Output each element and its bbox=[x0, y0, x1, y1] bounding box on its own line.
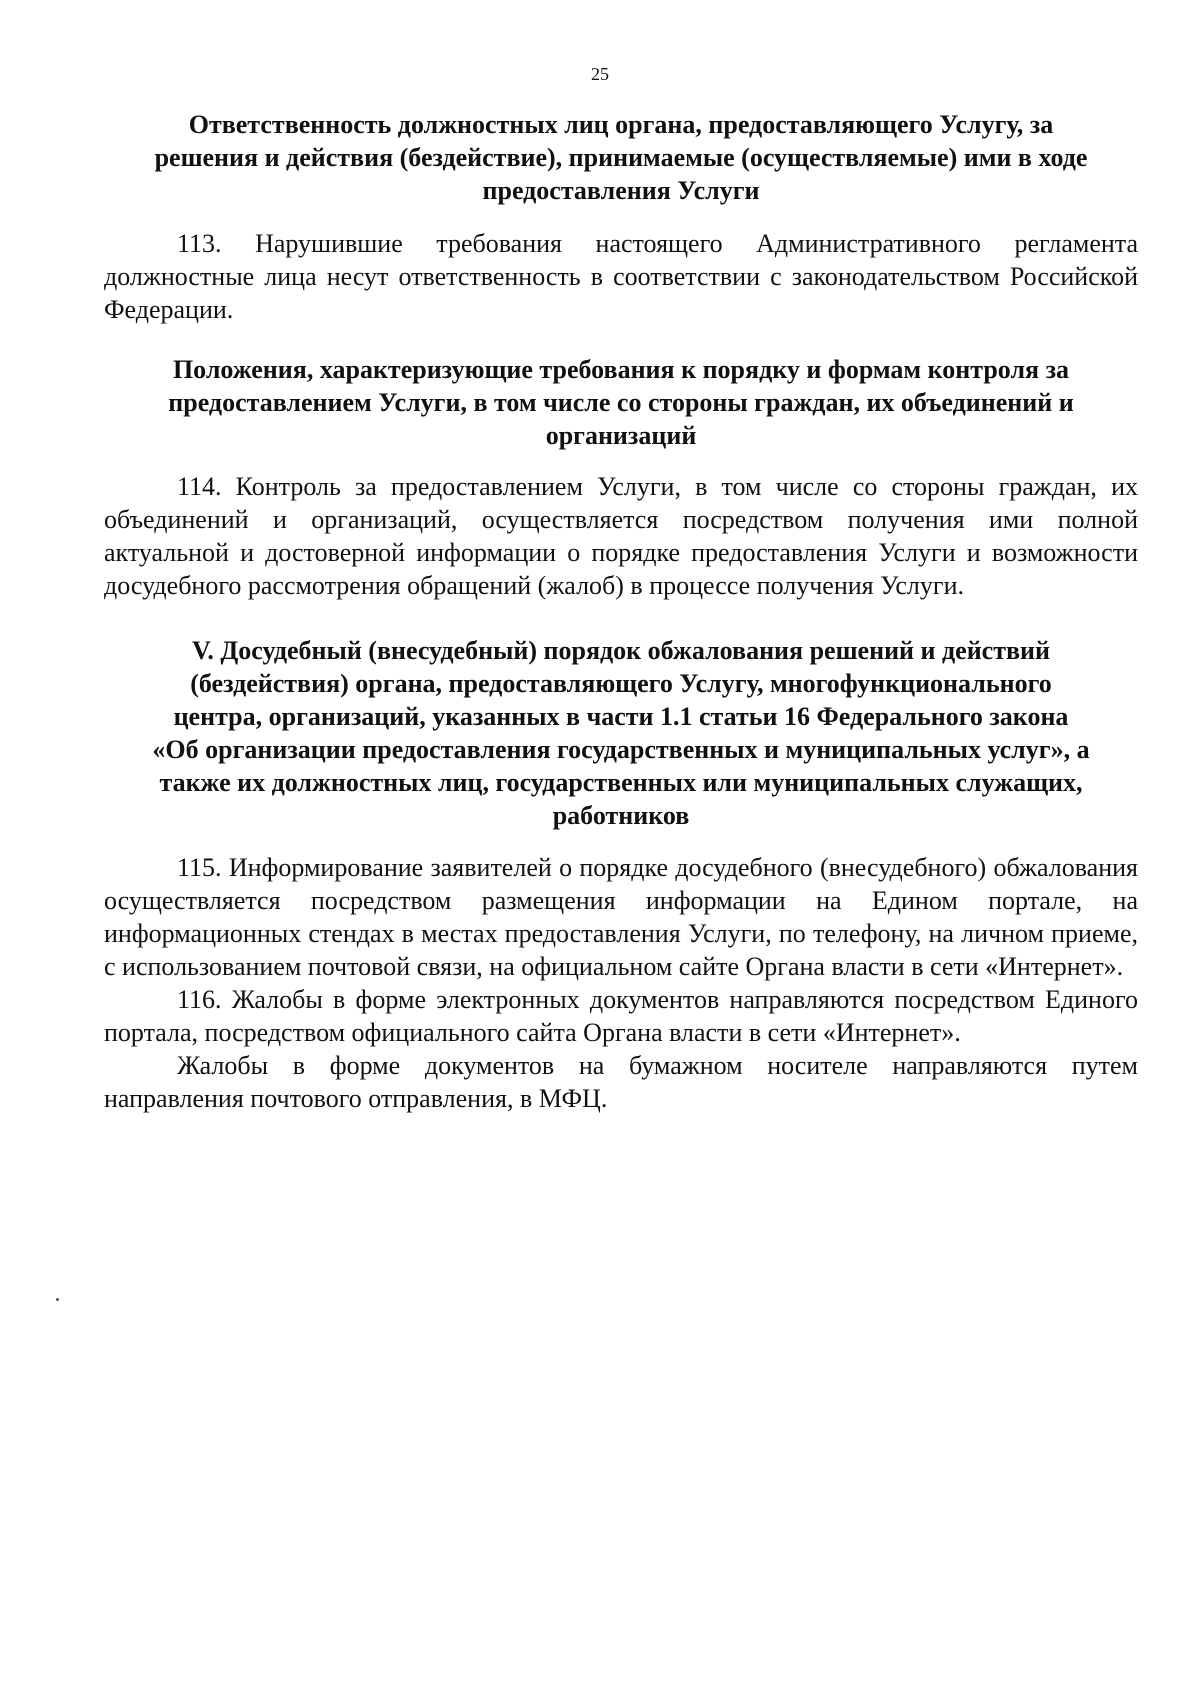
scan-speck bbox=[56, 1298, 59, 1301]
heading-line: Положения, характеризующие требования к порядку и формам контроля за bbox=[172, 355, 1070, 384]
paragraph-116: 116. Жалобы в форме электронных документов направляются посредством Единого портала, посредством официального сайта Органа власти в сети «Интернет». bbox=[104, 985, 1138, 1047]
heading-line: предоставлением Услуги, в том числе со стороны граждан, их объединений и bbox=[168, 388, 1074, 417]
section-heading-appeal bbox=[104, 634, 1138, 832]
section-heading-control bbox=[104, 353, 1138, 452]
section-heading-responsibility bbox=[104, 108, 1138, 207]
paragraph-paper-complaints: Жалобы в форме документов на бумажном носителе направляются путем направления почтового отправления, в МФЦ. bbox=[104, 1051, 1138, 1113]
document-body bbox=[104, 108, 1138, 1115]
paragraph-115: 115. Информирование заявителей о порядке досудебного (внесудебного) обжалования осуществляется посредством размещения информации на Едином портале, на информационных стендах в местах предоставления Услуги, по телефону, на личном приеме, с использованием почтовой связи, на официальном сайте Органа власти в сети «Интернет». bbox=[104, 853, 1138, 981]
page-number: 25 bbox=[591, 64, 609, 84]
heading-line: центра, организаций, указанных в части 1.1 статьи 16 Федерального закона bbox=[173, 702, 1069, 731]
heading-line: предоставления Услуги bbox=[482, 176, 760, 205]
paragraph-114: 114. Контроль за предоставлением Услуги, в том числе со стороны граждан, их объединений и организаций, осуществляется посредством получения ими полной актуальной и достоверной информации о порядке предоставления Услуги и возможности досудебного рассмотрения обращений (жалоб) в процессе получения Услуги. bbox=[104, 472, 1138, 600]
heading-line: «Об организации предоставления государственных и муниципальных услуг», а bbox=[152, 735, 1090, 764]
heading-line: V. Досудебный (внесудебный) порядок обжалования решений и действий bbox=[191, 636, 1050, 665]
heading-line: работников bbox=[552, 801, 690, 830]
heading-line: (бездействия) органа, предоставляющего Услугу, многофункционального bbox=[190, 669, 1052, 698]
paragraph-113: 113. Нарушившие требования настоящего Административного регламента должностные лица несут ответственность в соответствии с законодательством Российской Федерации. bbox=[104, 229, 1138, 324]
heading-line: организаций bbox=[545, 421, 697, 450]
heading-line: решения и действия (бездействие), принимаемые (осуществляемые) ими в ходе bbox=[154, 143, 1088, 172]
heading-line: также их должностных лиц, государственных или муниципальных служащих, bbox=[159, 768, 1083, 797]
heading-line: Ответственность должностных лиц органа, предоставляющего Услугу, за bbox=[188, 110, 1054, 139]
